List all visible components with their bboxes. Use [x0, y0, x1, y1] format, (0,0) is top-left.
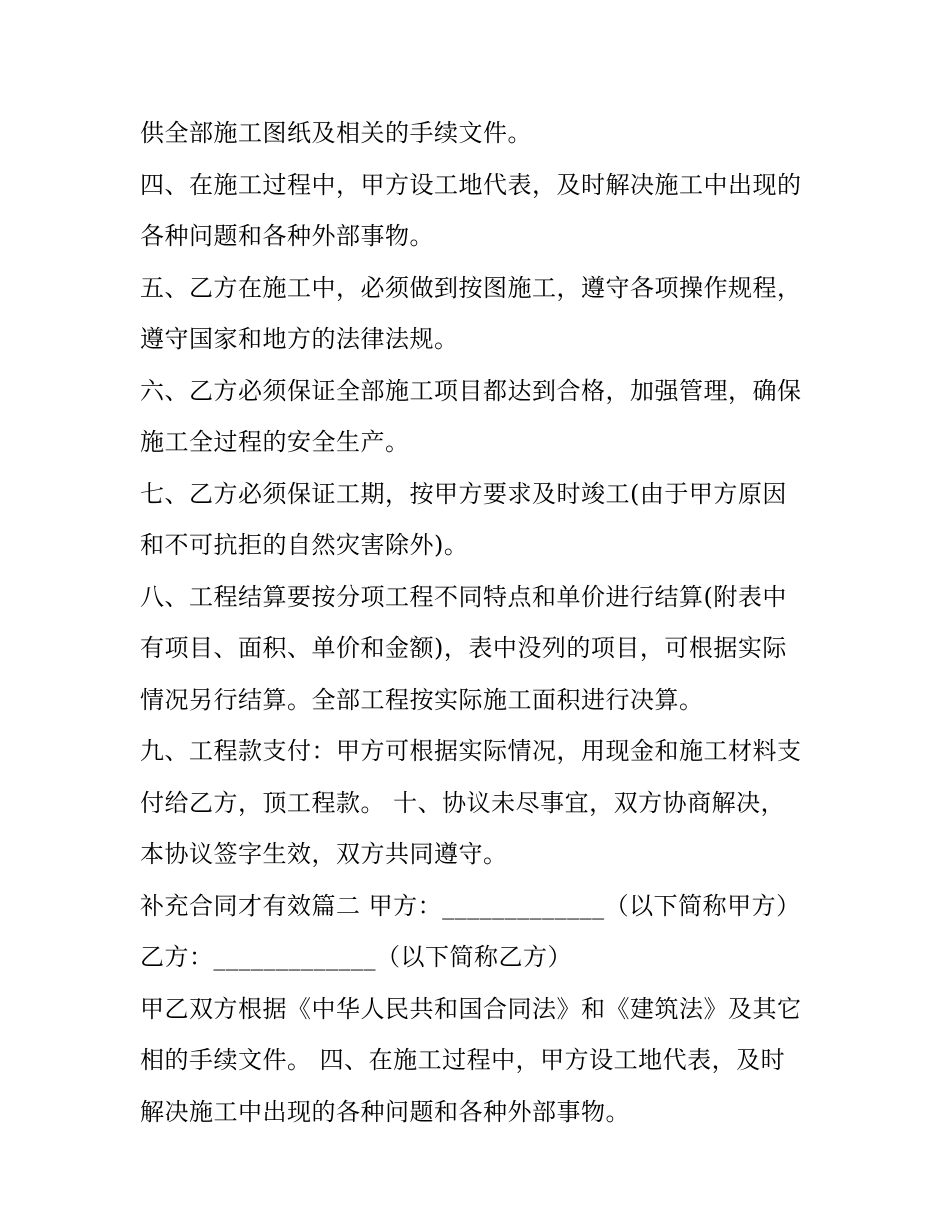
text-line: 乙方：_____________（以下简称乙方） [140, 943, 572, 971]
text-line: 供全部施工图纸及相关的手续文件。 [140, 119, 532, 147]
text-line: 施工全过程的安全生产。 [140, 428, 410, 456]
text-line: 八、工程结算要按分项工程不同特点和单价进行结算(附表中 [140, 582, 787, 611]
text-line: 甲乙双方根据《中华人民共和国合同法》和《建筑法》及其它 [140, 994, 802, 1023]
text-line: 和不可抗拒的自然灾害除外)。 [140, 531, 469, 559]
text-line: 本协议签字生效，双方共同遵守。 [140, 840, 508, 868]
text-line: 遵守国家和地方的法律法规。 [140, 325, 459, 353]
text-line: 解决施工中出现的各种问题和各种外部事物。 [140, 1097, 630, 1126]
document-body [140, 108, 830, 1138]
text-line: 六、乙方必须保证全部施工项目都达到合格，加强管理，确保 [140, 376, 802, 405]
text-line: 四、在施工过程中，甲方设工地代表，及时解决施工中出现的 [140, 170, 802, 199]
text-line: 七、乙方必须保证工期，按甲方要求及时竣工(由于甲方原因 [140, 479, 787, 508]
text-line: 相的手续文件。 四、在施工过程中，甲方设工地代表，及时 [140, 1046, 786, 1074]
text-line: 有项目、面积、单价和金额)，表中没列的项目，可根据实际 [140, 634, 787, 662]
text-line: 各种问题和各种外部事物。 [140, 222, 434, 250]
text-line: 五、乙方在施工中，必须做到按图施工，遵守各项操作规程， [140, 273, 802, 302]
text-line: 九、工程款支付：甲方可根据实际情况，用现金和施工材料支 [140, 737, 802, 765]
text-line: 补充合同才有效篇二 甲方：_____________（以下简称甲方） [140, 891, 801, 920]
text-line: 情况另行结算。全部工程按实际施工面积进行决算。 [140, 685, 704, 714]
text-line: 付给乙方，顶工程款。 十、协议未尽事宜，双方协商解决， [140, 788, 786, 817]
